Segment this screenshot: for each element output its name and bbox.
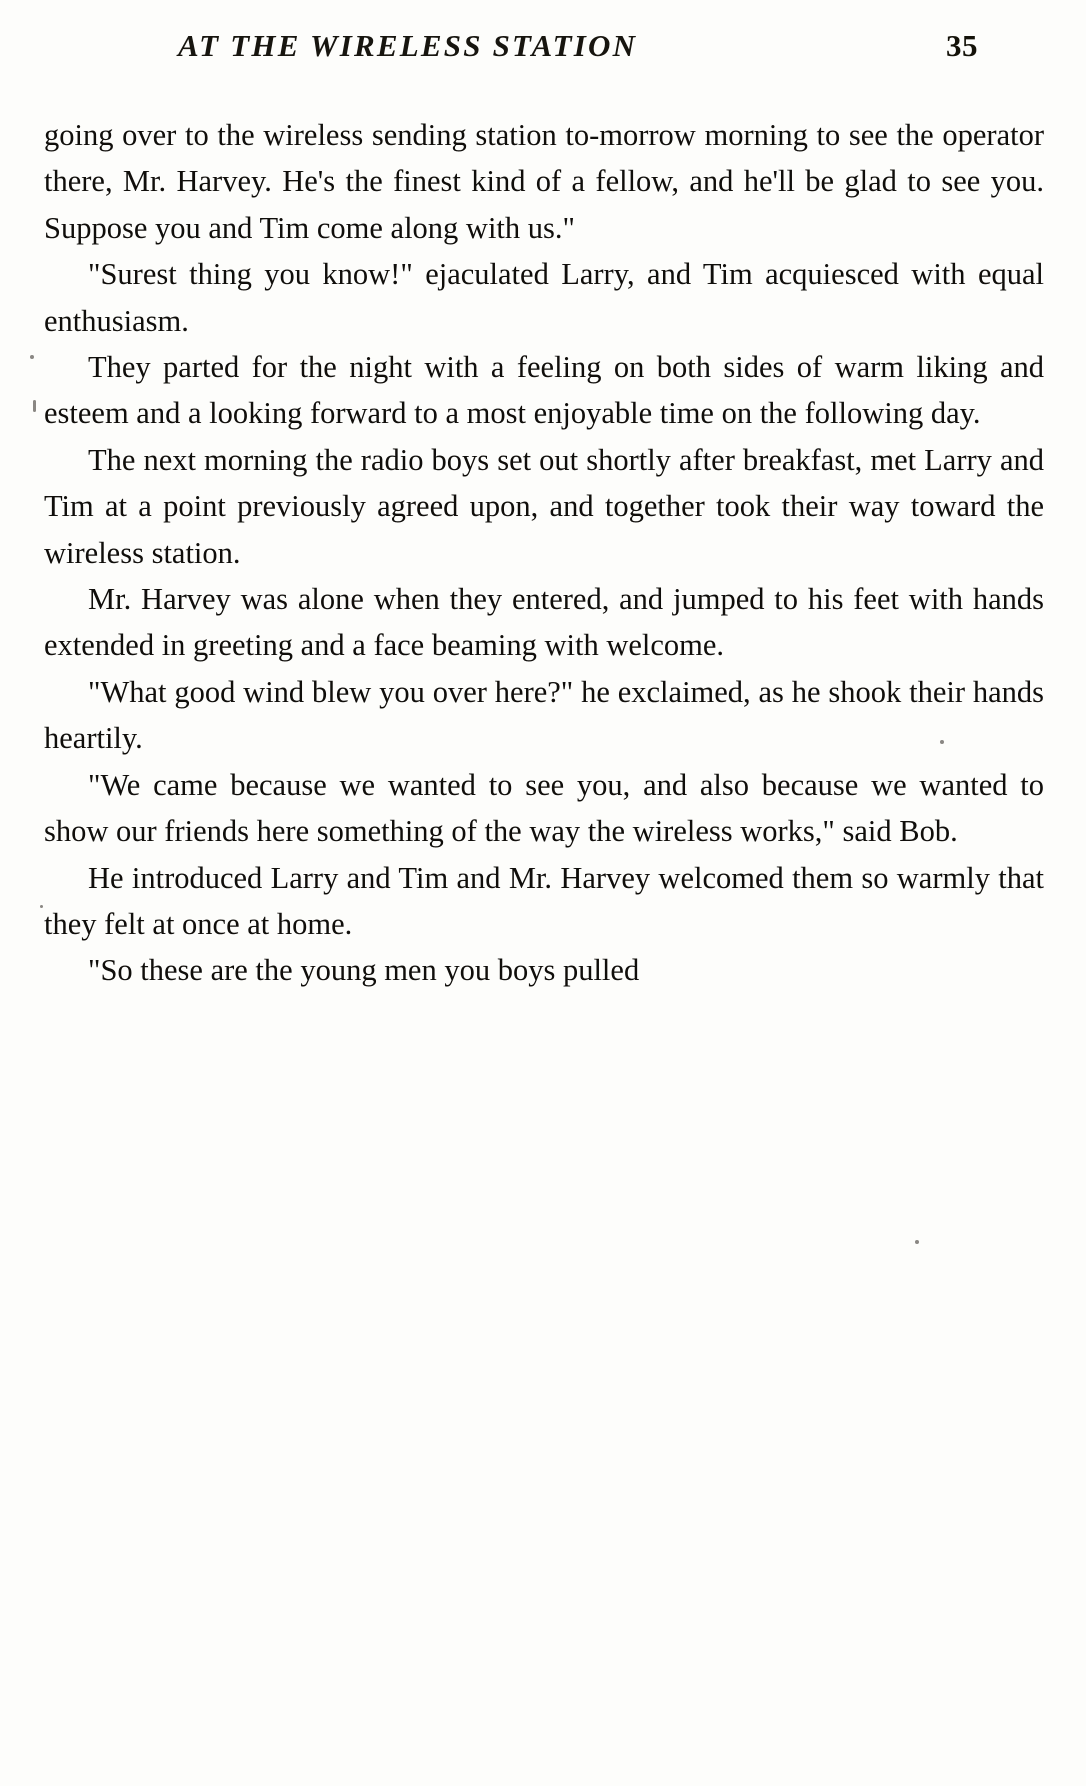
paragraph: They parted for the night with a feeling on both sides of warm liking and esteem and a looking forward to a most enjoyable time on the following day. (44, 350, 1044, 431)
running-title: AT THE WIRELESS STATION (178, 28, 638, 63)
page-speck (940, 740, 944, 744)
paragraph: "We came because we wanted to see you, and also because we wanted to show our friends here something of the way the wireless works," said Bob. (44, 767, 1044, 849)
paragraph: Mr. Harvey was alone when they entered, and jumped to his feet with hands extended in greeting and a face beaming with welcome. (44, 582, 1044, 663)
paragraph: The next morning the radio boys set out shortly after breakfast, met Larry and Tim at a point previously agreed upon, and together took their way toward the wireless station. (44, 442, 1044, 570)
page-header (118, 28, 978, 86)
paragraph: He introduced Larry and Tim and Mr. Harvey welcomed them so warmly that they felt at once at home. (44, 860, 1044, 941)
page-body (44, 112, 1044, 994)
paragraph: "So these are the young men you boys pulled (88, 953, 640, 988)
page-speck (30, 355, 34, 359)
page-speck (40, 905, 43, 908)
page-speck (915, 1240, 919, 1244)
page-number: 35 (946, 28, 978, 63)
paragraph: going over to the wireless sending station to-morrow morning to see the operator there, Mr. Harvey. He's the finest kind of a fellow, and he'll be glad to see you. Suppose you and Tim come along with us." (44, 118, 1044, 245)
paragraph: "Surest thing you know!" ejaculated Larry, and Tim acquiesced with equal enthusiasm. (44, 257, 1044, 338)
page-speck (33, 400, 36, 412)
paragraph: "What good wind blew you over here?" he exclaimed, as he shook their hands heartily. (44, 674, 1044, 756)
